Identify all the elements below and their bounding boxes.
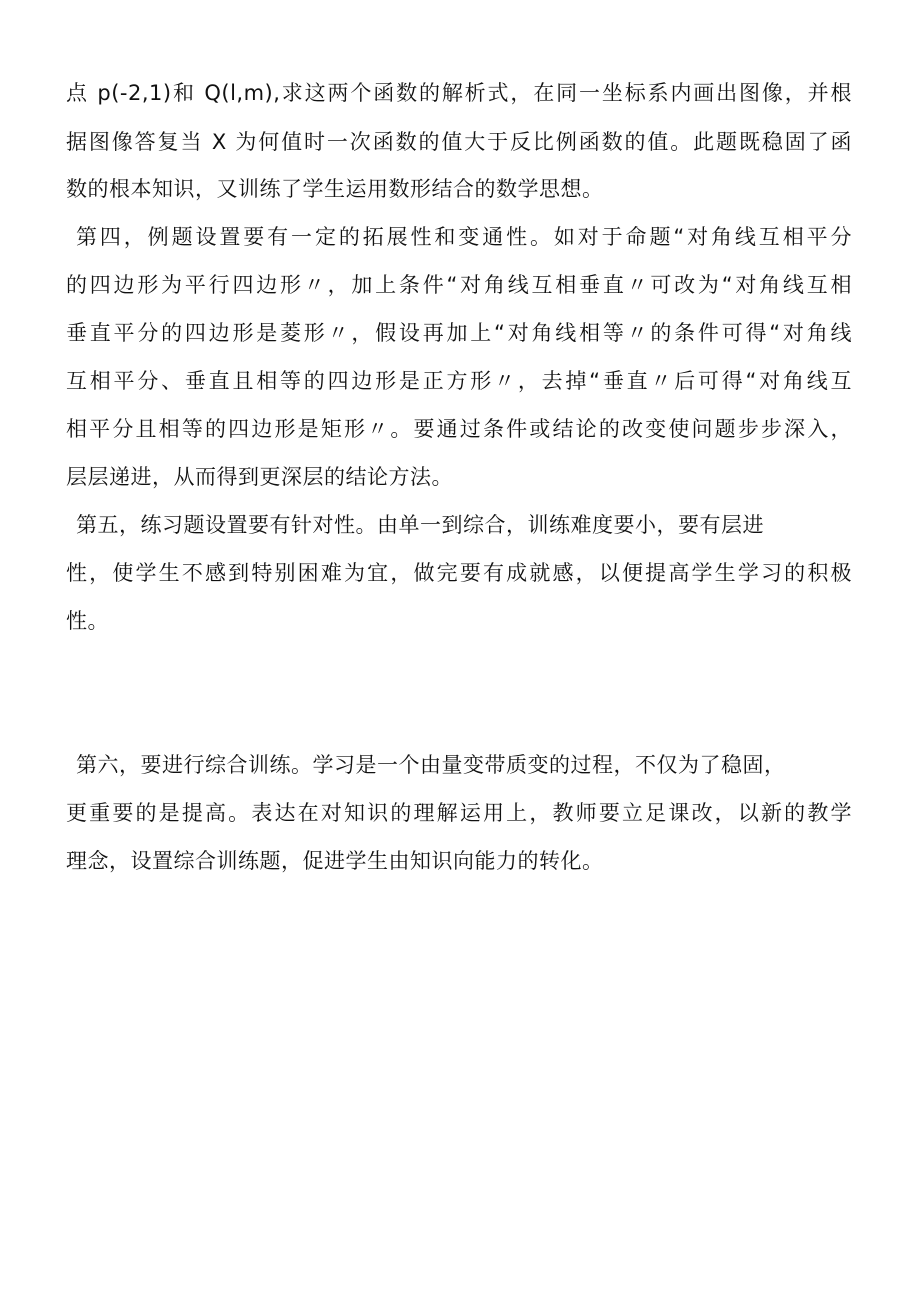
paragraph-4-line-2: 更重要的是提高。表达在对知识的理解运用上，教师要立足课改，以新的教学 [66,801,852,825]
paragraph-3-line-3: 性。 [66,609,109,633]
paragraph-2-line-3: 垂直平分的四边形是菱形〃，假设再加上“对角线相等〃的条件可得“对角线 [66,321,852,345]
paragraph-4-line-3: 理念，设置综合训练题，促进学生由知识向能力的转化。 [66,849,604,873]
paragraph-2-line-6: 层层递进，从而得到更深层的结论方法。 [66,465,453,489]
paragraph-2-line-5: 相平分且相等的四边形是矩形〃。要通过条件或结论的改变使问题步步深入， [66,417,852,441]
paragraph-1-line-1: 点 p(-2,1)和 Q(l,m),求这两个函数的解析式，在同一坐标系内画出图像，并根 [66,81,852,105]
paragraph-2-line-4: 互相平分、垂直且相等的四边形是正方形〃，去掉“垂直〃后可得“对角线互 [66,369,852,393]
paragraph-1-line-2: 据图像答复当 X 为何值时一次函数的值大于反比例函数的值。此题既稳固了函 [66,130,852,154]
paragraph-2-line-1: 第四，例题设置要有一定的拓展性和变通性。如对于命题“对角线互相平分 [76,225,852,249]
paragraph-1-line-3: 数的根本知识，又训练了学生运用数形结合的数学思想。 [66,177,604,201]
paragraph-3-line-2: 性，使学生不感到特别困难为宜，做完要有成就感，以便提高学生学习的积极 [66,561,852,585]
paragraph-4-line-1: 第六，要进行综合训练。学习是一个由量变带质变的过程，不仅为了稳固， [76,753,786,777]
paragraph-2-line-2: 的四边形为平行四边形〃，加上条件“对角线互相垂直〃可改为“对角线互相 [66,273,852,297]
paragraph-3-line-1: 第五，练习题设置要有针对性。由单一到综合，训练难度要小，要有层进 [76,513,764,537]
